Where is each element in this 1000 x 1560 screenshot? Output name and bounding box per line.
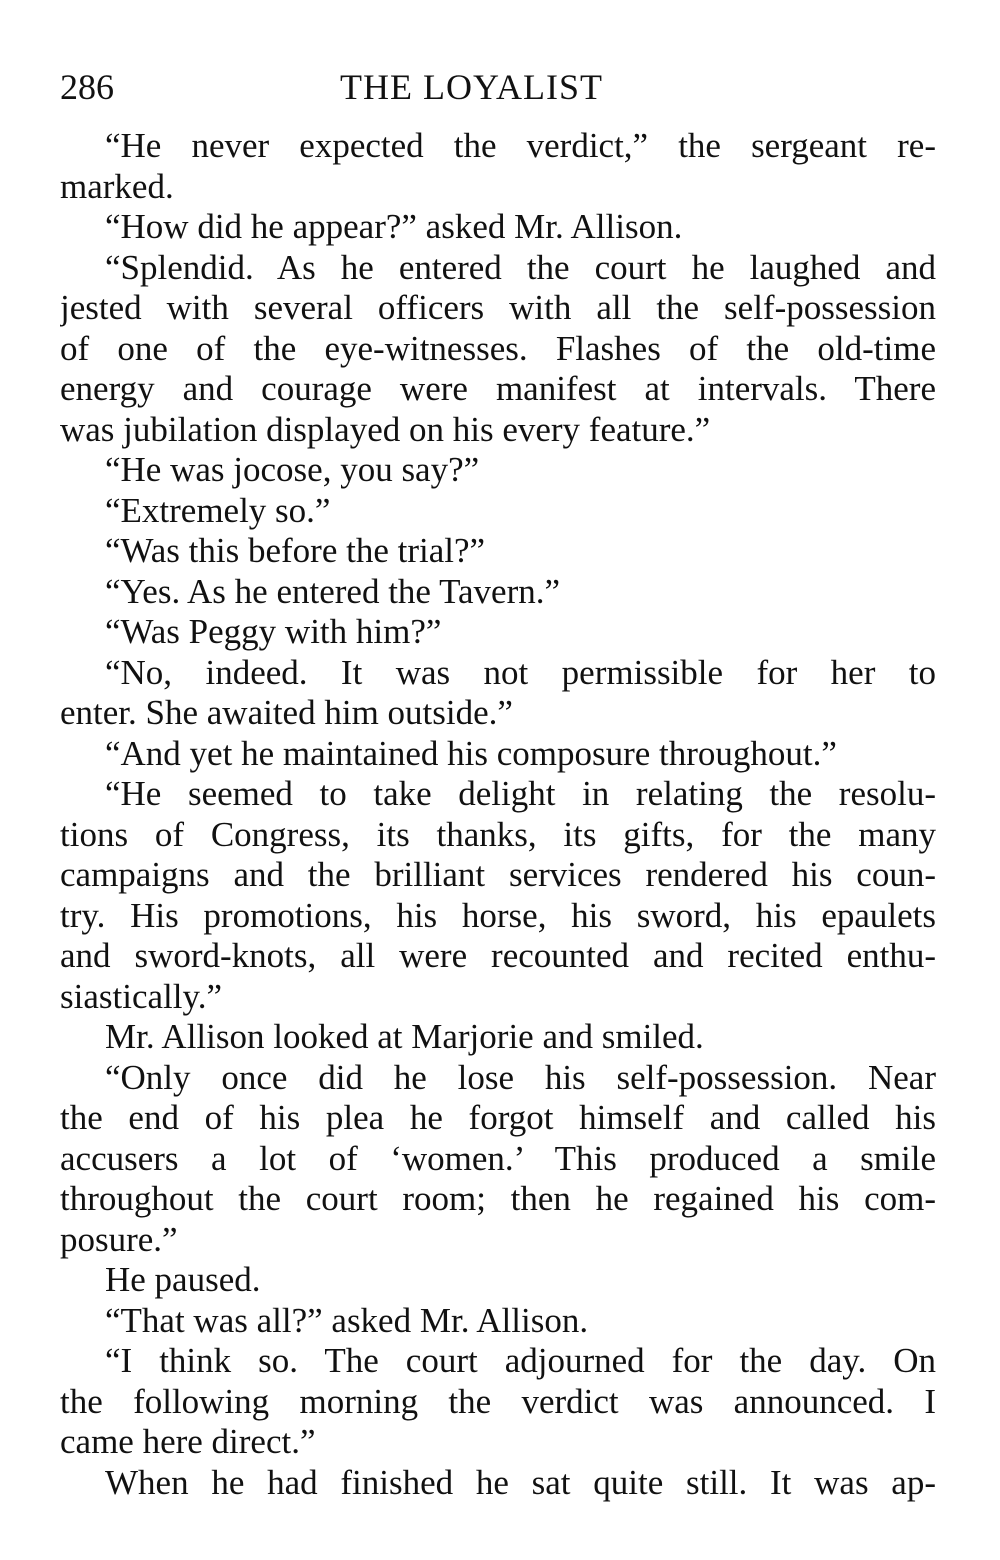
text-line: the end of his plea he forgot himself and called his [60,1098,936,1137]
text-line: tions of Congress, its thanks, its gifts, for the many [60,814,936,854]
text-line: try. His promotions, his horse, his sword, his epaulets [60,895,936,935]
text-line: “He never expected the verdict,” the sergeant re- [105,126,936,165]
text-line: “Only once did he lose his self-possession. Near [105,1057,936,1097]
text-line: He paused. [105,1260,261,1299]
text-line: of one of the eye-witnesses. Flashes of the old-time [60,328,936,368]
text-line: “Extremely so.” [105,490,331,530]
text-line: “How did he appear?” asked Mr. Allison. [105,207,683,246]
text-line: “He seemed to take delight in relating the resolu- [105,774,936,813]
text-line: Mr. Allison looked at Marjorie and smiled. [105,1017,704,1056]
text-line: and sword-knots, all were recounted and recited enthu- [60,936,936,975]
text-line: came here direct.” [60,1422,316,1461]
text-line: “Was this before the trial?” [105,531,486,570]
text-line: the following morning the verdict was announced. I [60,1381,936,1421]
text-line: marked. [60,166,174,206]
text-line: “Yes. As he entered the Tavern.” [105,571,561,611]
text-line: “He was jocose, you say?” [105,450,480,489]
text-line: “Splendid. As he entered the court he laughed and [105,247,936,287]
text-line: posure.” [60,1219,178,1259]
text-line: accusers a lot of ‘women.’ This produced a smile [60,1138,936,1178]
text-line: enter. She awaited him outside.” [60,693,513,732]
text-line: was jubilation displayed on his every feature.” [60,409,711,449]
text-line: “That was all?” asked Mr. Allison. [105,1300,589,1340]
text-line: “Was Peggy with him?” [105,612,442,651]
running-title: THE LOYALIST [340,67,603,107]
text-line: campaigns and the brilliant services rendered his coun- [60,855,936,894]
text-line: throughout the court room; then he regained his com- [60,1179,936,1218]
text-line: “And yet he maintained his composure throughout.” [105,733,837,773]
page-number: 286 [60,67,114,107]
page-header [60,62,940,112]
text-line: “No, indeed. It was not permissible for her to [105,652,936,692]
text-line: jested with several officers with all the self-possession [60,288,936,327]
body-text [60,126,936,1503]
text-line: “I think so. The court adjourned for the day. On [105,1341,936,1380]
text-line: siastically.” [60,976,222,1016]
text-line: energy and courage were manifest at intervals. There [60,369,936,408]
text-line: When he had finished he sat quite still. It was ap- [105,1462,936,1502]
